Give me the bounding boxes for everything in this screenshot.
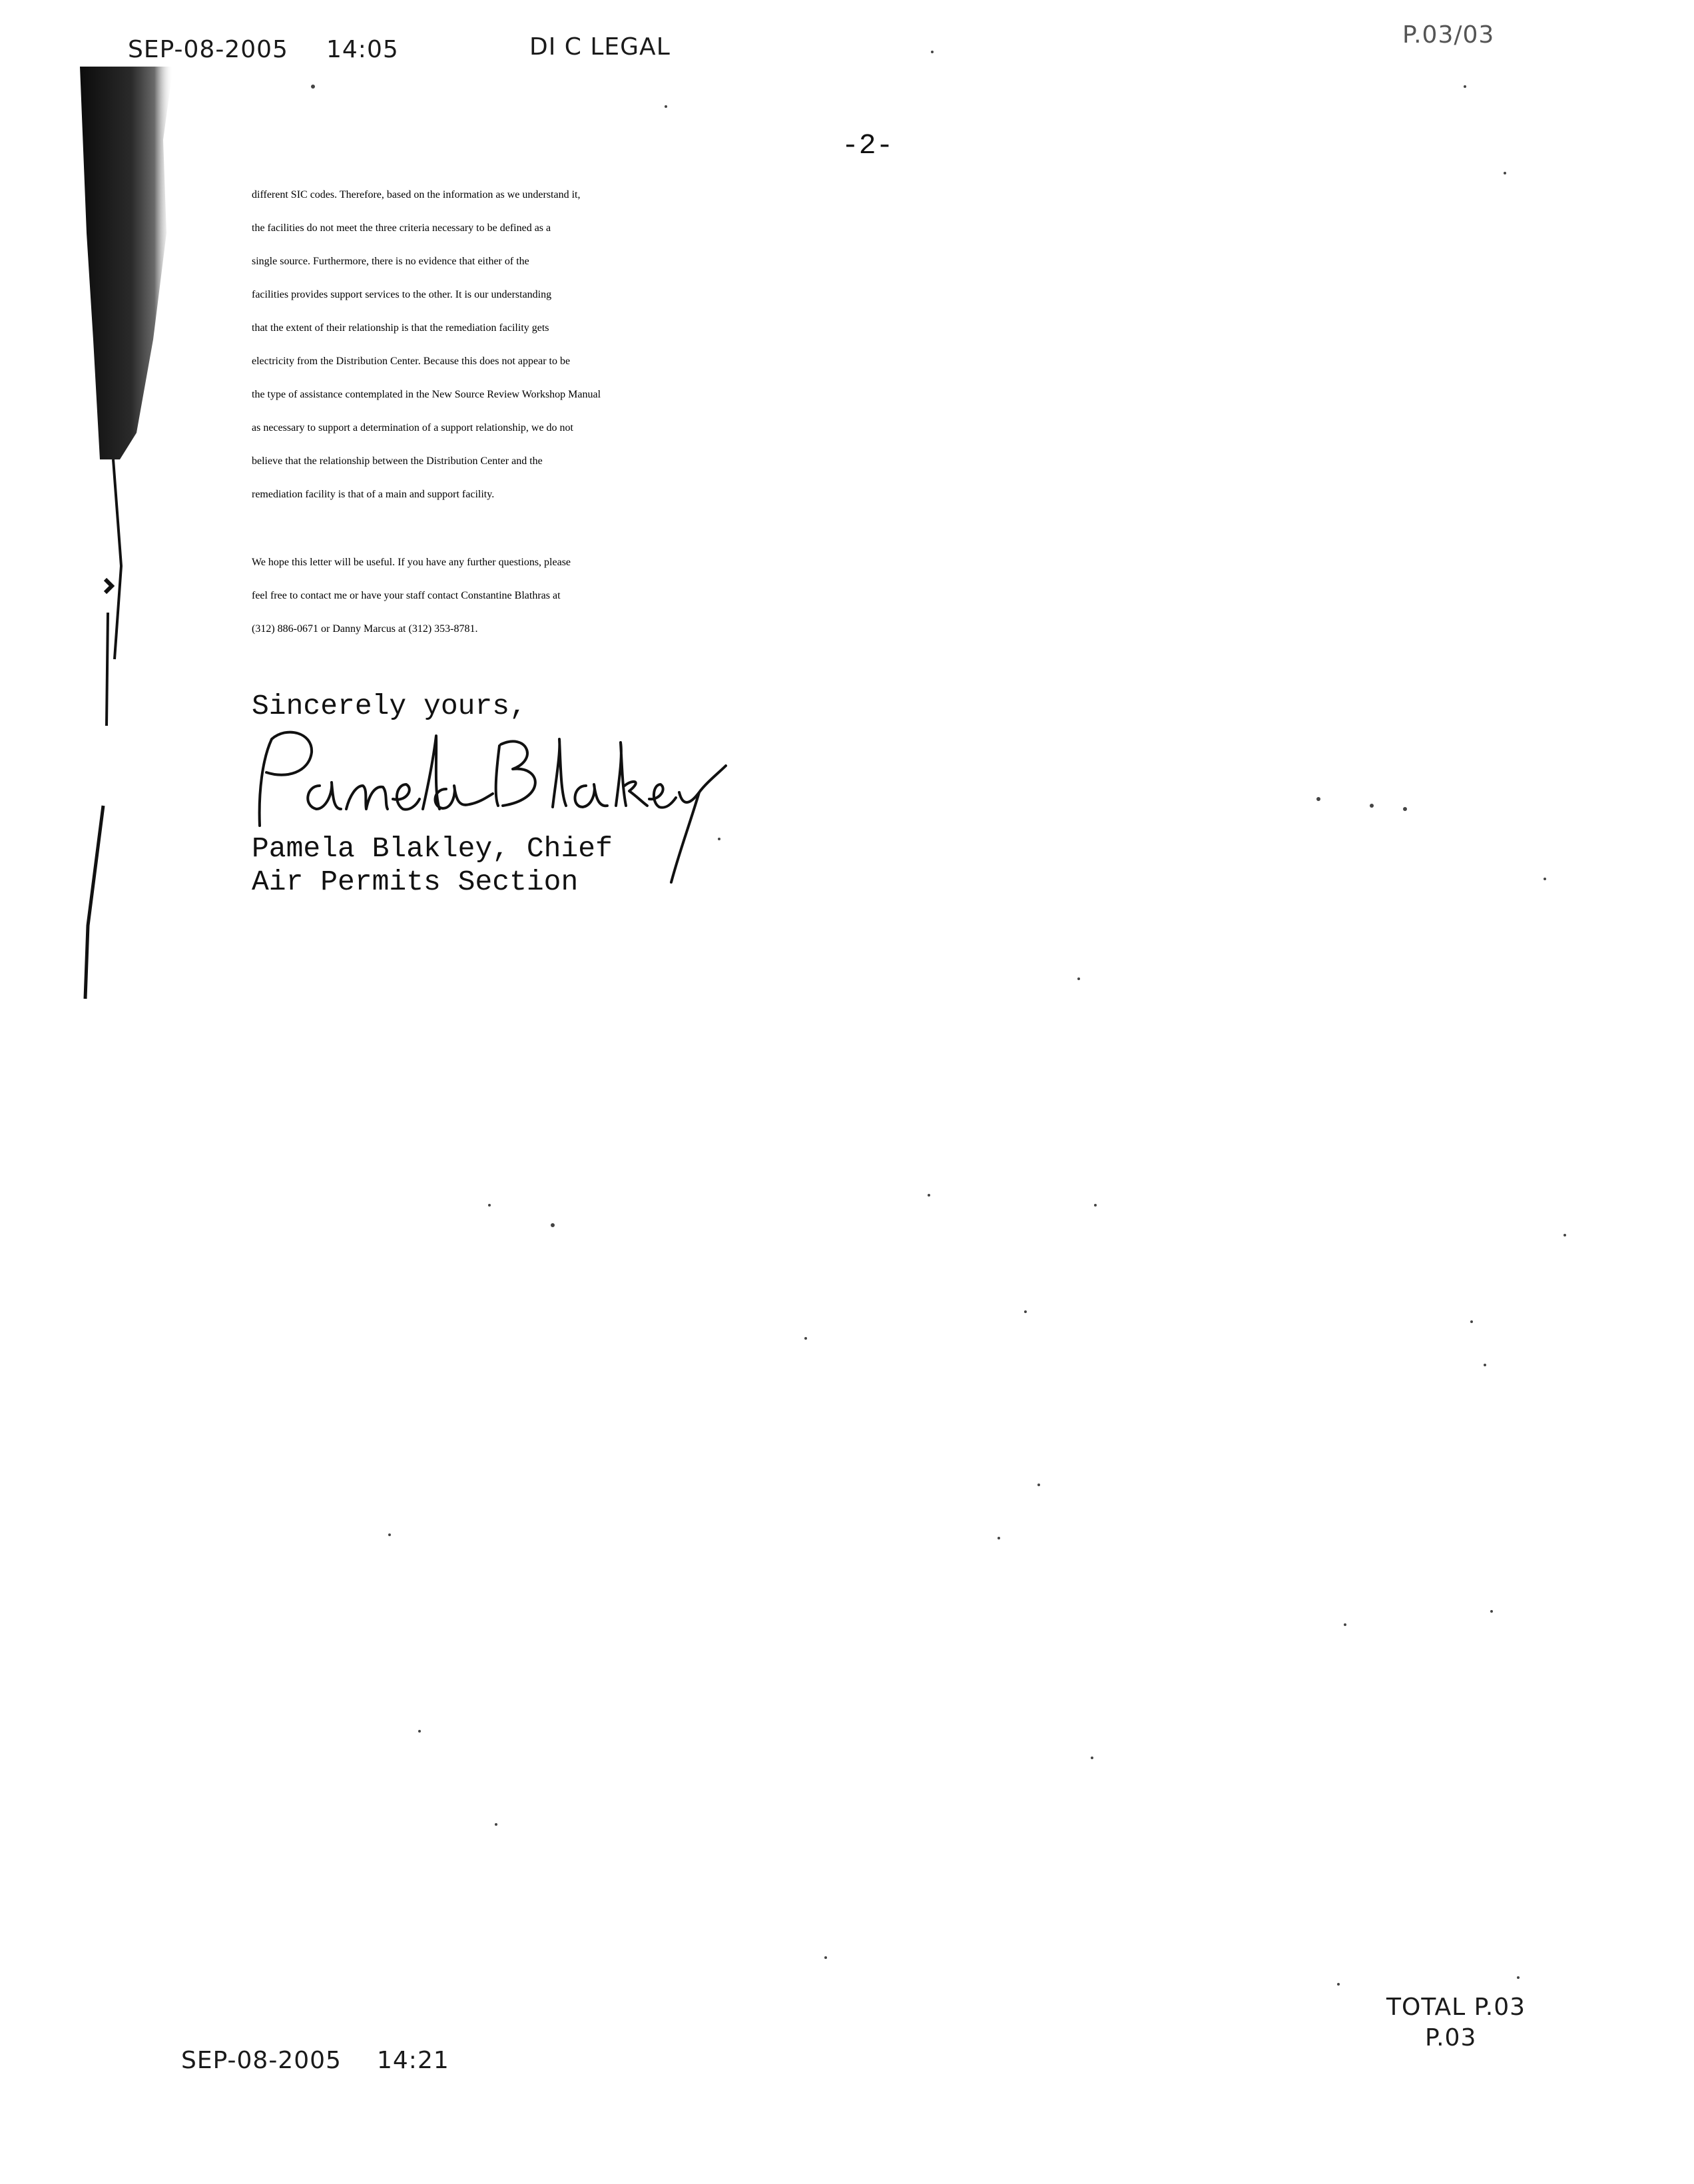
body-paragraph: [252, 189, 1517, 542]
signer-section: Air Permits Section: [252, 866, 579, 898]
fax-footer-page: P.03: [1425, 2024, 1477, 2051]
salutation: Sincerely yours,: [252, 690, 527, 722]
closing-line: We hope this letter will be useful. If you have any further questions, please: [252, 557, 571, 568]
fax-header-date: SEP-08-2005: [128, 36, 288, 63]
body-line: different SIC codes. Therefore, based on the information as we understand it,: [252, 189, 581, 200]
signer-name-title: Pamela Blakley, Chief: [252, 832, 613, 865]
page-number: -2-: [842, 129, 894, 162]
fax-header-time: 14:05: [326, 36, 399, 63]
body-line: single source. Furthermore, there is no evidence that either of the: [252, 256, 529, 267]
fax-footer-time: 14:21: [377, 2047, 449, 2074]
body-line: believe that the relationship between the Distribution Center and the: [252, 455, 543, 467]
body-line: as necessary to support a determination of a support relationship, we do not: [252, 422, 573, 433]
body-line: remediation facility is that of a main and support facility.: [252, 489, 495, 500]
body-line: the type of assistance contemplated in the New Source Review Workshop Manual: [252, 389, 601, 400]
fax-header-sender: DI C LEGAL: [529, 33, 671, 61]
closing-line: feel free to contact me or have your staff contact Constantine Blathras at: [252, 590, 561, 601]
fax-header-page: P.03/03: [1402, 21, 1495, 49]
fax-footer-date: SEP-08-2005: [181, 2047, 342, 2074]
fax-footer-total: TOTAL P.03: [1386, 1994, 1526, 2021]
body-line: the facilities do not meet the three criteria necessary to be defined as a: [252, 222, 551, 234]
closing-line: (312) 886-0671 or Danny Marcus at (312) 353-8781.: [252, 623, 478, 635]
body-line: electricity from the Distribution Center. Because this does not appear to be: [252, 356, 571, 367]
scan-edge-artifact: [73, 60, 246, 1005]
body-line: facilities provides support services to the other. It is our understanding: [252, 289, 552, 300]
closing-paragraph: [252, 557, 1517, 670]
body-line: that the extent of their relationship is that the remediation facility gets: [252, 322, 549, 334]
